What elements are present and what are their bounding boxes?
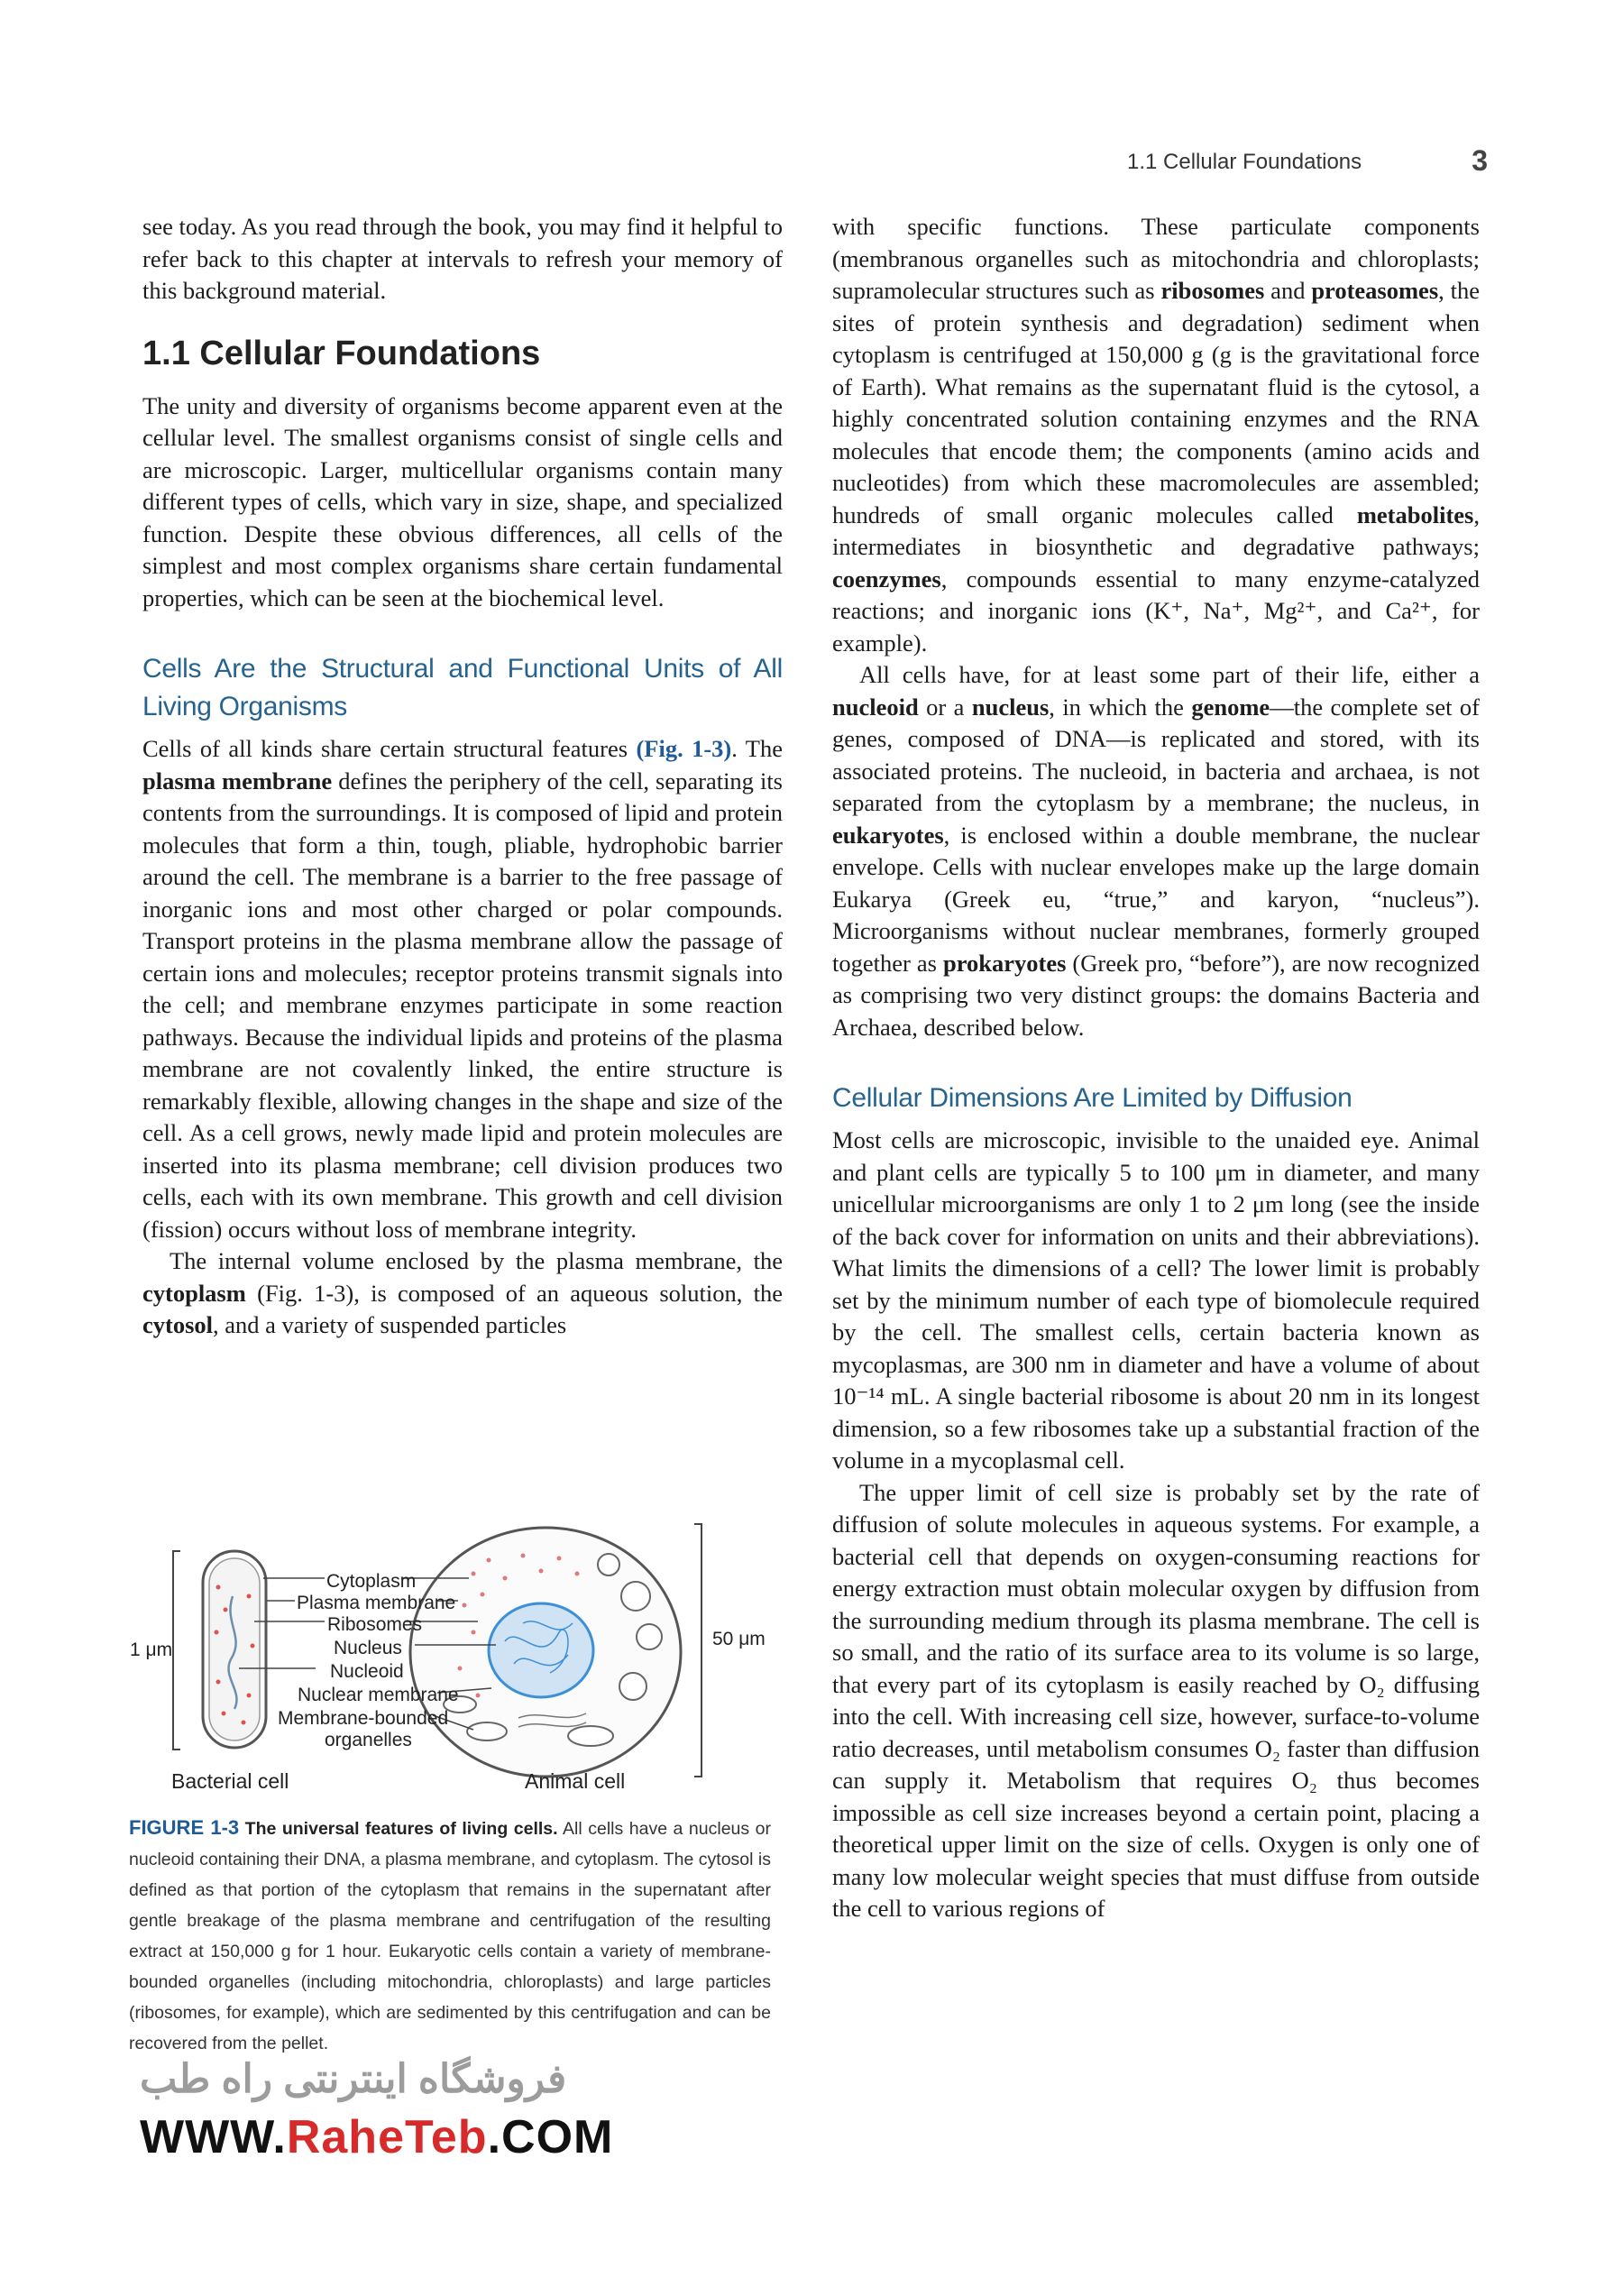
text-run: —the complete set of genes, composed of DNA—is replicated and stored, with its associated proteins. The nucleoid, in bacteria and archaea, is not separated from the cytoplasm by a membrane; the nucleus, in: [832, 693, 1480, 816]
key-term: nucleus: [971, 693, 1050, 721]
paragraph-dimensions: Most cells are microscopic, invisible to the unaided eye. Animal and plant cells are typically 5 to 100 μm in diameter, and many unicellular microorganisms are only 1 to 2 μm long (see the inside of the back cover for information on units and their abbreviations). What limits the dimensions of a cell? The lower limit is probably set by the minimum number of each type of biomolecule required by the cell. The smallest cells, certain bacteria known as mycoplasmas, are 300 nm in diameter and have a volume of about 10⁻¹⁴ mL. A single bacterial ribosome is about 20 nm in its longest dimension, so a few ribosomes take up a substantial fraction of the volume in a mycoplasmal cell.: [832, 1126, 1480, 1474]
label-bacterial-cell: Bacterial cell: [171, 1769, 289, 1793]
label-plasma-membrane: Plasma membrane: [297, 1593, 456, 1613]
text-run: or a: [918, 693, 972, 721]
text-run: The internal volume enclosed by the plasma membrane, the: [170, 1247, 783, 1274]
cell-diagram: [117, 1488, 784, 1813]
key-term: eukaryotes: [832, 821, 944, 849]
text-run: defines the periphery of the cell, separating its contents from the surroundings. It is composed of lipid and protein molecules that form a thin, tough, pliable, hydrophobic barrier around the cell. The membrane is a barrier to the free passage of inorganic ions and most other charged or polar compounds. Transport proteins in the plasma membrane allow the passage of certain ions and molecules; receptor proteins transmit signals into the cell; and membrane enzymes participate in some reaction pathways. Because the individual lipids and proteins of the plasma membrane are not covalently linked, the entire structure is remarkably flexible, allowing changes in the shape and size of the cell. As a cell grows, newly made lipid and protein molecules are inserted into its plasma membrane; cell division produces two cells, each with its own membrane. This growth and cell division (fission) occurs without loss of membrane integrity.: [142, 767, 783, 1243]
key-term: proteasomes: [1311, 277, 1439, 304]
caption-text: All cells have a nucleus or nucleoid containing their DNA, a plasma membrane, and cytoplasm. The cytosol is defined as that portion of the cytoplasm that remains in the supernatant after gentle breakage of the plasma membrane and centrifugation of the resulting extract at 150,000 g for 1 hour. Eukaryotic cells contain a variety of membrane-bounded organelles (including mitochondria, chloroplasts) and large particles (ribosomes, for example), which are sedimented by this centrifugation and can be recovered from the pellet.: [129, 1819, 772, 2053]
page-number: 3: [1472, 144, 1488, 177]
text-run: All cells have, for at least some part of their life, either a: [859, 661, 1480, 688]
key-term: metabolites: [1356, 501, 1474, 528]
label-nucleoid: Nucleoid: [330, 1661, 404, 1682]
key-term: ribosomes: [1160, 277, 1265, 304]
animal-scale-bracket: [694, 1524, 701, 1777]
caption-title: The universal features of living cells.: [244, 1819, 558, 1839]
key-term: nucleoid: [832, 693, 919, 721]
section-heading: 1.1 Cellular Foundations: [142, 334, 541, 372]
watermark-url[interactable]: [140, 2110, 613, 2164]
url-brand: RaheTeb: [286, 2111, 488, 2163]
label-scale-50-micrometer: 50 μm: [712, 1629, 766, 1649]
running-head: [1091, 144, 1488, 180]
text-run: , is enclosed within a double membrane, the nuclear envelope. Cells with nuclear envelopes make up the large domain Eukarya (Greek eu, “true,” and karyon, “nucleus”). Microorganisms without nuclear membranes, formerly grouped together as: [832, 821, 1480, 977]
figure-reference-link[interactable]: (Fig. 1-3): [636, 735, 732, 762]
label-scale-1-micrometer: 1 μm: [130, 1639, 173, 1660]
running-head-title: 1.1 Cellular Foundations: [1127, 150, 1362, 174]
text-run: , in which the: [1049, 693, 1192, 721]
animal-nucleus: [489, 1603, 593, 1697]
text-run: , the sites of protein synthesis and degradation) sediment when cytoplasm is centrifuged at 150,000 g (g is the gravitational force of Earth). What remains as the supernatant fluid is the cytosol, a highly concentrated solution containing enzymes and the RNA molecules that encode them; the components (amino acids and nucleotides) from which these macromolecules are assembled; hundreds of small organic molecules called: [832, 277, 1481, 528]
label-organelles: organelles: [325, 1730, 412, 1750]
text-run: Cells of all kinds share certain structural features: [142, 735, 637, 762]
left-column: [142, 211, 783, 1342]
watermark: [140, 2056, 699, 2173]
text-run: , and a variety of suspended particles: [213, 1311, 567, 1338]
text-run: with specific functions. These particulate components (membranous organelles such as mitochondria and chloroplasts; supramolecular structures such as: [832, 213, 1480, 304]
paragraph-unity: The unity and diversity of organisms become apparent even at the cellular level. The smallest organisms consist of single cells and are microscopic. Larger, multicellular organisms contain many different types of cells, which vary in size, shape, and specialized function. Despite these obvious differences, all cells of the simplest and most complex organisms share certain fundamental properties, which can be seen at the biochemical level.: [142, 391, 783, 611]
paragraph-intro: see today. As you read through the book, you may find it helpful to refer back to this chapter at intervals to refresh your memory of this background material.: [142, 213, 783, 304]
key-term: plasma membrane: [142, 767, 333, 794]
label-membrane-bounded: Membrane-bounded: [278, 1708, 449, 1729]
key-term: genome: [1191, 693, 1270, 721]
subheading-structural-units: Cells Are the Structural and Functional Units of All Living Organisms: [142, 654, 783, 721]
text-run: , compounds essential to many enzyme-catalyzed reactions; and inorganic ions (K⁺, Na⁺, Mg²⁺, and Ca²⁺, for example).: [832, 565, 1480, 657]
paragraph-cytoplasm: [142, 1245, 783, 1342]
text-run: , intermediates in biosynthetic and degradative pathways;: [832, 501, 1480, 560]
text-run: (Greek pro, “before”), are now recognized as comprising two very distinct groups: the domains Bacteria and Archaea, described below.: [832, 949, 1480, 1041]
text-run: . The: [731, 735, 783, 762]
label-cytoplasm: Cytoplasm: [326, 1571, 417, 1592]
subheading-diffusion: Cellular Dimensions Are Limited by Diffusion: [832, 1083, 1352, 1113]
paragraph-plasma-membrane: [142, 733, 783, 1245]
label-nucleus: Nucleus: [334, 1638, 402, 1658]
key-term: cytosol: [142, 1311, 214, 1338]
caption-figure-number: FIGURE 1-3: [129, 1816, 240, 1839]
watermark-persian-text: فروشگاه اینترنتی راه طب: [140, 2057, 567, 2101]
right-column: [832, 211, 1480, 1925]
label-animal-cell: Animal cell: [525, 1769, 626, 1793]
label-nuclear-membrane: Nuclear membrane: [298, 1685, 459, 1705]
key-term: prokaryotes: [942, 949, 1067, 977]
paragraph-particles: [832, 211, 1480, 659]
text-run: (Fig. 1-3), is composed of an aqueous solution, the: [245, 1279, 783, 1307]
bacterial-scale-bracket: [173, 1551, 180, 1750]
key-term: cytoplasm: [142, 1279, 246, 1307]
figure-caption: [129, 1813, 771, 2059]
url-prefix: WWW.: [140, 2111, 287, 2163]
url-suffix: .COM: [487, 2111, 614, 2163]
text-run: and: [1264, 277, 1312, 304]
key-term: coenzymes: [832, 565, 941, 592]
paragraph-nucleoid: [832, 659, 1480, 1043]
paragraph-upper-limit: The upper limit of cell size is probably set by the rate of diffusion of solute molecules in aqueous systems. For example, a bacterial cell that depends on oxygen-consuming reactions for energy extraction must obtain molecular oxygen by diffusion from the surrounding medium through its plasma membrane. The cell is so small, and the ratio of its surface area to its volume is so large, that every part of its cytoplasm is easily reached by O₂ diffusing into the cell. With increasing cell size, however, surface-to-volume ratio decreases, until metabolism consumes O₂ faster than diffusion can supply it. Metabolism that requires O₂ thus becomes impossible as cell size increases beyond a certain point, placing a theoretical upper limit on the size of cells. Oxygen is only one of many low molecular weight species that must diffuse from outside the cell to various regions of: [832, 1478, 1480, 1922]
label-ribosomes: Ribosomes: [327, 1614, 423, 1635]
